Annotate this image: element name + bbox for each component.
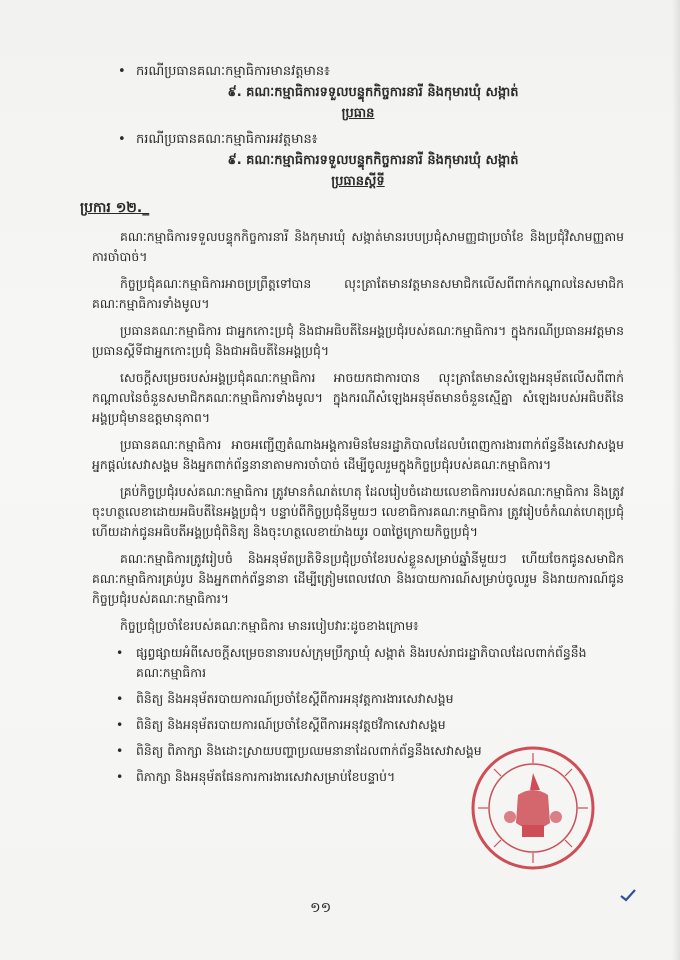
- agenda-item: • ពិនិត្យ និងអនុម័តរបាយការណ៍ប្រចាំខែស្តីពីការអនុវត្តថវិកាសេវាសង្គម: [116, 715, 624, 735]
- paragraph: គណៈកម្មាធិការត្រូវរៀបចំ និងអនុម័តប្រតិទិនប្រជុំប្រចាំខែរបស់ខ្លួនសម្រាប់ឆ្នាំនីមួយៗ ហើយចែកជូនសមាជិកគណៈកម្មាធិការគ្រប់រូប និងអ្នកពាក់ព័ន្ធនានា ដើម្បីត្រៀមពេលវេលា និងរបាយការណ៍សម្រាប់ចូលរួម និងរាយការណ៍ជូនកិច្ចប្រជុំរបស់គណៈកម្មាធិការ។: [92, 551, 624, 606]
- paragraph: កិច្ចប្រជុំប្រចាំខែរបស់គណៈកម្មាធិការ មានរបៀបវារៈដូចខាងក្រោម៖: [120, 618, 419, 633]
- agenda-item: • ពិនិត្យ និងអនុម័តរបាយការណ៍ប្រចាំខែស្តីពីការអនុវត្តការងារសេវាសង្គម: [116, 689, 624, 709]
- agenda-item: • ពិភាក្សា និងអនុម័តផែនការការងារសេវាសម្រាប់ខែបន្ទាប់។: [116, 767, 624, 787]
- chair-absent-bullet: • ករណីប្រធានគណៈកម្មាធិការអវត្តមាន៖: [136, 130, 624, 150]
- paragraph: សេចក្តីសម្រេចរបស់អង្គប្រជុំគណៈកម្មាធិការ អាចយកជាការបាន លុះត្រាតែមានសំឡេងអនុម័តលើសពីពាក់កណ្តាលនៃចំនួនសមាជិកគណៈកម្មាធិការទាំងមូល។ ក្នុងករណីសំឡេងអនុម័តមានចំនួនស្មើគ្នា សំឡេងរបស់អធិបតីនៃអង្គប្រជុំមានឧត្តមានុភាព។: [92, 370, 624, 425]
- check-mark-icon: [620, 888, 636, 902]
- paragraph: ប្រធានគណៈកម្មាធិការ ជាអ្នកកោះប្រជុំ និងជាអធិបតីនៃអង្គប្រជុំរបស់គណៈកម្មាធិការ។ ក្នុងករណីប្រធានអវត្តមាន ប្រធានស្តីទីជាអ្នកកោះប្រជុំ និងជាអធិបតីនៃអង្គប្រជុំ។: [92, 323, 624, 358]
- chair-present-bullet: • ករណីប្រធានគណៈកម្មាធិការមានវត្តមាន៖: [136, 62, 624, 82]
- paragraph: ប្រធានគណៈកម្មាធិការ អាចអញ្ជើញតំណាងអង្គការមិនមែនរដ្ឋាភិបាលដែលបំពេញការងារពាក់ព័ន្ធនឹងសេវាសង្គម អ្នកផ្តល់សេវាសង្គម និងអ្នកពាក់ព័ន្ធនានាតាមការចាំបាច់ ដើម្បីចូលរួមក្នុងកិច្ចប្រជុំរបស់គណៈកម្មាធិការ។: [92, 437, 624, 472]
- page-edge-shadow: [672, 0, 680, 960]
- paragraph: គ្រប់កិច្ចប្រជុំរបស់គណៈកម្មាធិការ ត្រូវមានកំណត់ហេតុ ដែលរៀបចំដោយលេខាធិការរបស់គណៈកម្មាធិការ និងត្រូវចុះហត្ថលេខាដោយអធិបតីនៃអង្គប្រជុំ។ បន្ទាប់ពីកិច្ចប្រជុំនីមួយៗ លេខាធិការគណៈកម្មាធិការ ត្រូវរៀបចំកំណត់ហេតុប្រជុំ ហើយដាក់ជូនអធិបតីអង្គប្រជុំពិនិត្យ និងចុះហត្ថលេខាយ៉ាងយូរ ០៣ថ្ងៃក្រោយកិច្ចប្រជុំ។: [92, 484, 624, 539]
- chair-absent-role: ប្រធានស្តីទី: [331, 174, 385, 189]
- chair-present-block: [92, 62, 624, 124]
- page-number: ១១: [310, 900, 332, 916]
- paragraph: កិច្ចប្រជុំគណៈកម្មាធិការអាចប្រព្រឹត្តទៅបាន លុះត្រាតែមានវត្តមានសមាជិកលើសពីពាក់កណ្តាលនៃសមាជិកគណៈកម្មាធិការទាំងមូល។: [92, 276, 624, 311]
- paragraph: គណៈកម្មាធិការទទួលបន្ទុកកិច្ចការនារី និងកុមារឃុំ សង្កាត់មានរបបប្រជុំសាមញ្ញជាប្រចាំខែ និងប្រជុំវិសាមញ្ញតាមការចាំបាច់។: [92, 229, 624, 264]
- chair-absent-block: [92, 130, 624, 192]
- chair-present-role: ប្រធាន: [341, 106, 375, 121]
- agenda-item: • ពិនិត្យ ពិភាក្សា និងដោះស្រាយបញ្ហាប្រឈមនានាដែលពាក់ព័ន្ធនឹងសេវាសង្គម: [116, 741, 624, 761]
- chair-absent-detail: ៩. គណៈកម្មាធិការទទួលបន្ទុកកិច្ចការនារី និងកុមារឃុំ សង្កាត់: [227, 153, 519, 168]
- chair-present-detail: ៩. គណៈកម្មាធិការទទួលបន្ទុកកិច្ចការនារី និងកុមារឃុំ សង្កាត់: [227, 85, 519, 100]
- article-title: ប្រការ ១២._: [80, 200, 150, 216]
- agenda-item: • ផ្សព្វផ្សាយអំពីសេចក្តីសម្រេចនានារបស់ក្រុមប្រឹក្សាឃុំ សង្កាត់ និងរបស់រាជរដ្ឋាភិបាលដែលពាក់ព័ន្ធនឹងគណៈកម្មាធិការ: [116, 643, 624, 683]
- official-seal-stamp: [470, 745, 596, 871]
